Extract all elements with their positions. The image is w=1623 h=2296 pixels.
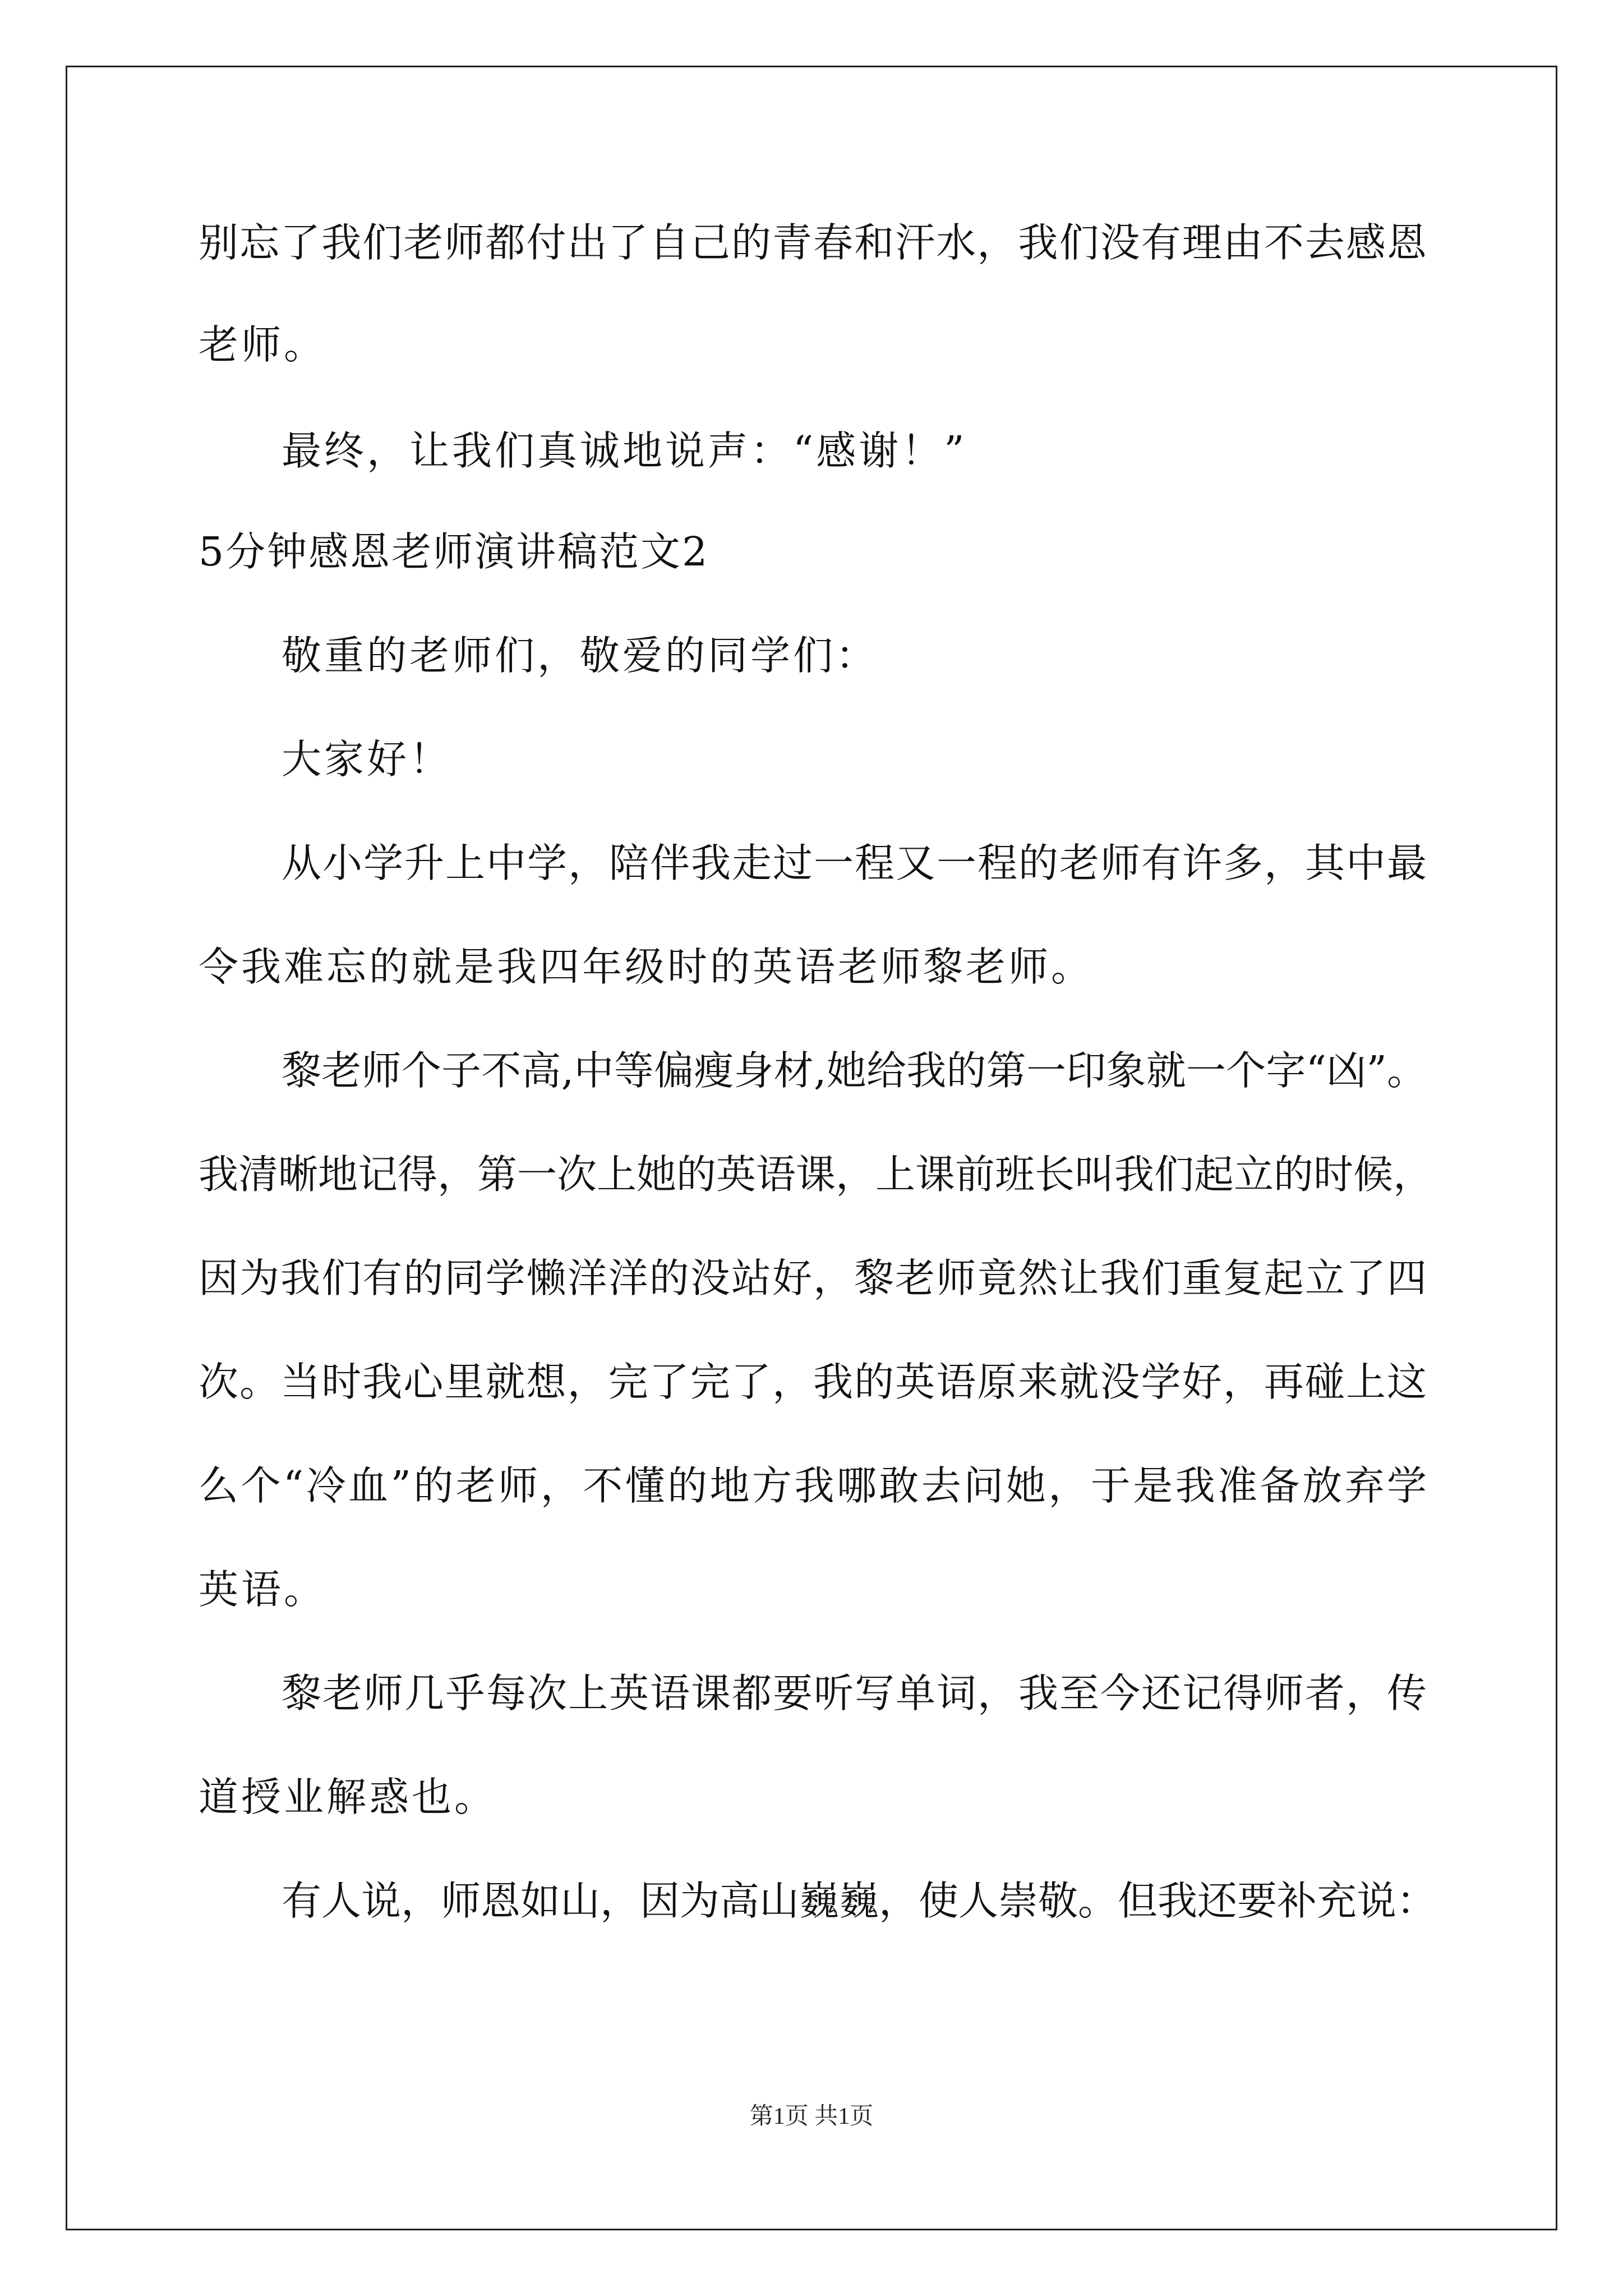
paragraph-line: 最终，让我们真诚地说声：“感谢！” <box>282 427 967 474</box>
paragraph-line: 老师。 <box>199 321 327 368</box>
paragraph-line: 令我难忘的就是我四年级时的英语老师黎老师。 <box>199 944 1094 990</box>
paragraph-line: 次。当时我心里就想，完了完了，我的英语原来就没学好，再碰上这 <box>199 1359 1427 1405</box>
paragraph-line: 有人说，师恩如山，因为高山巍巍，使人崇敬。但我还要补充说： <box>282 1878 1437 1924</box>
paragraph-line: 道授业解惑也。 <box>199 1774 497 1820</box>
paragraph-line: 黎老师几乎每次上英语课都要听写单词，我至今还记得师者，传 <box>282 1670 1427 1717</box>
paragraph-line: 别忘了我们老师都付出了自己的青春和汗水，我们没有理由不去感恩 <box>199 219 1427 266</box>
paragraph-line: 英语。 <box>199 1566 327 1613</box>
paragraph-line: 因为我们有的同学懒洋洋的没站好，黎老师竟然让我们重复起立了四 <box>199 1255 1427 1301</box>
paragraph-line: 么个“冷血”的老师，不懂的地方我哪敢去问她，于是我准备放弃学 <box>199 1462 1427 1509</box>
section-heading: 5分钟感恩老师演讲稿范文2 <box>199 528 709 575</box>
salutation-line: 敬重的老师们，敬爱的同学们： <box>282 632 879 679</box>
paragraph-line: 黎老师个子不高,中等偏瘦身材,她给我的第一印象就一个字“凶”。 <box>282 1047 1427 1094</box>
page-footer: 第1页 共1页 <box>749 2104 874 2129</box>
greeting-line: 大家好！ <box>282 736 453 783</box>
paragraph-line: 从小学升上中学，陪伴我走过一程又一程的老师有许多，其中最 <box>282 840 1427 886</box>
paragraph-line: 我清晰地记得，第一次上她的英语课，上课前班长叫我们起立的时候， <box>199 1151 1433 1198</box>
